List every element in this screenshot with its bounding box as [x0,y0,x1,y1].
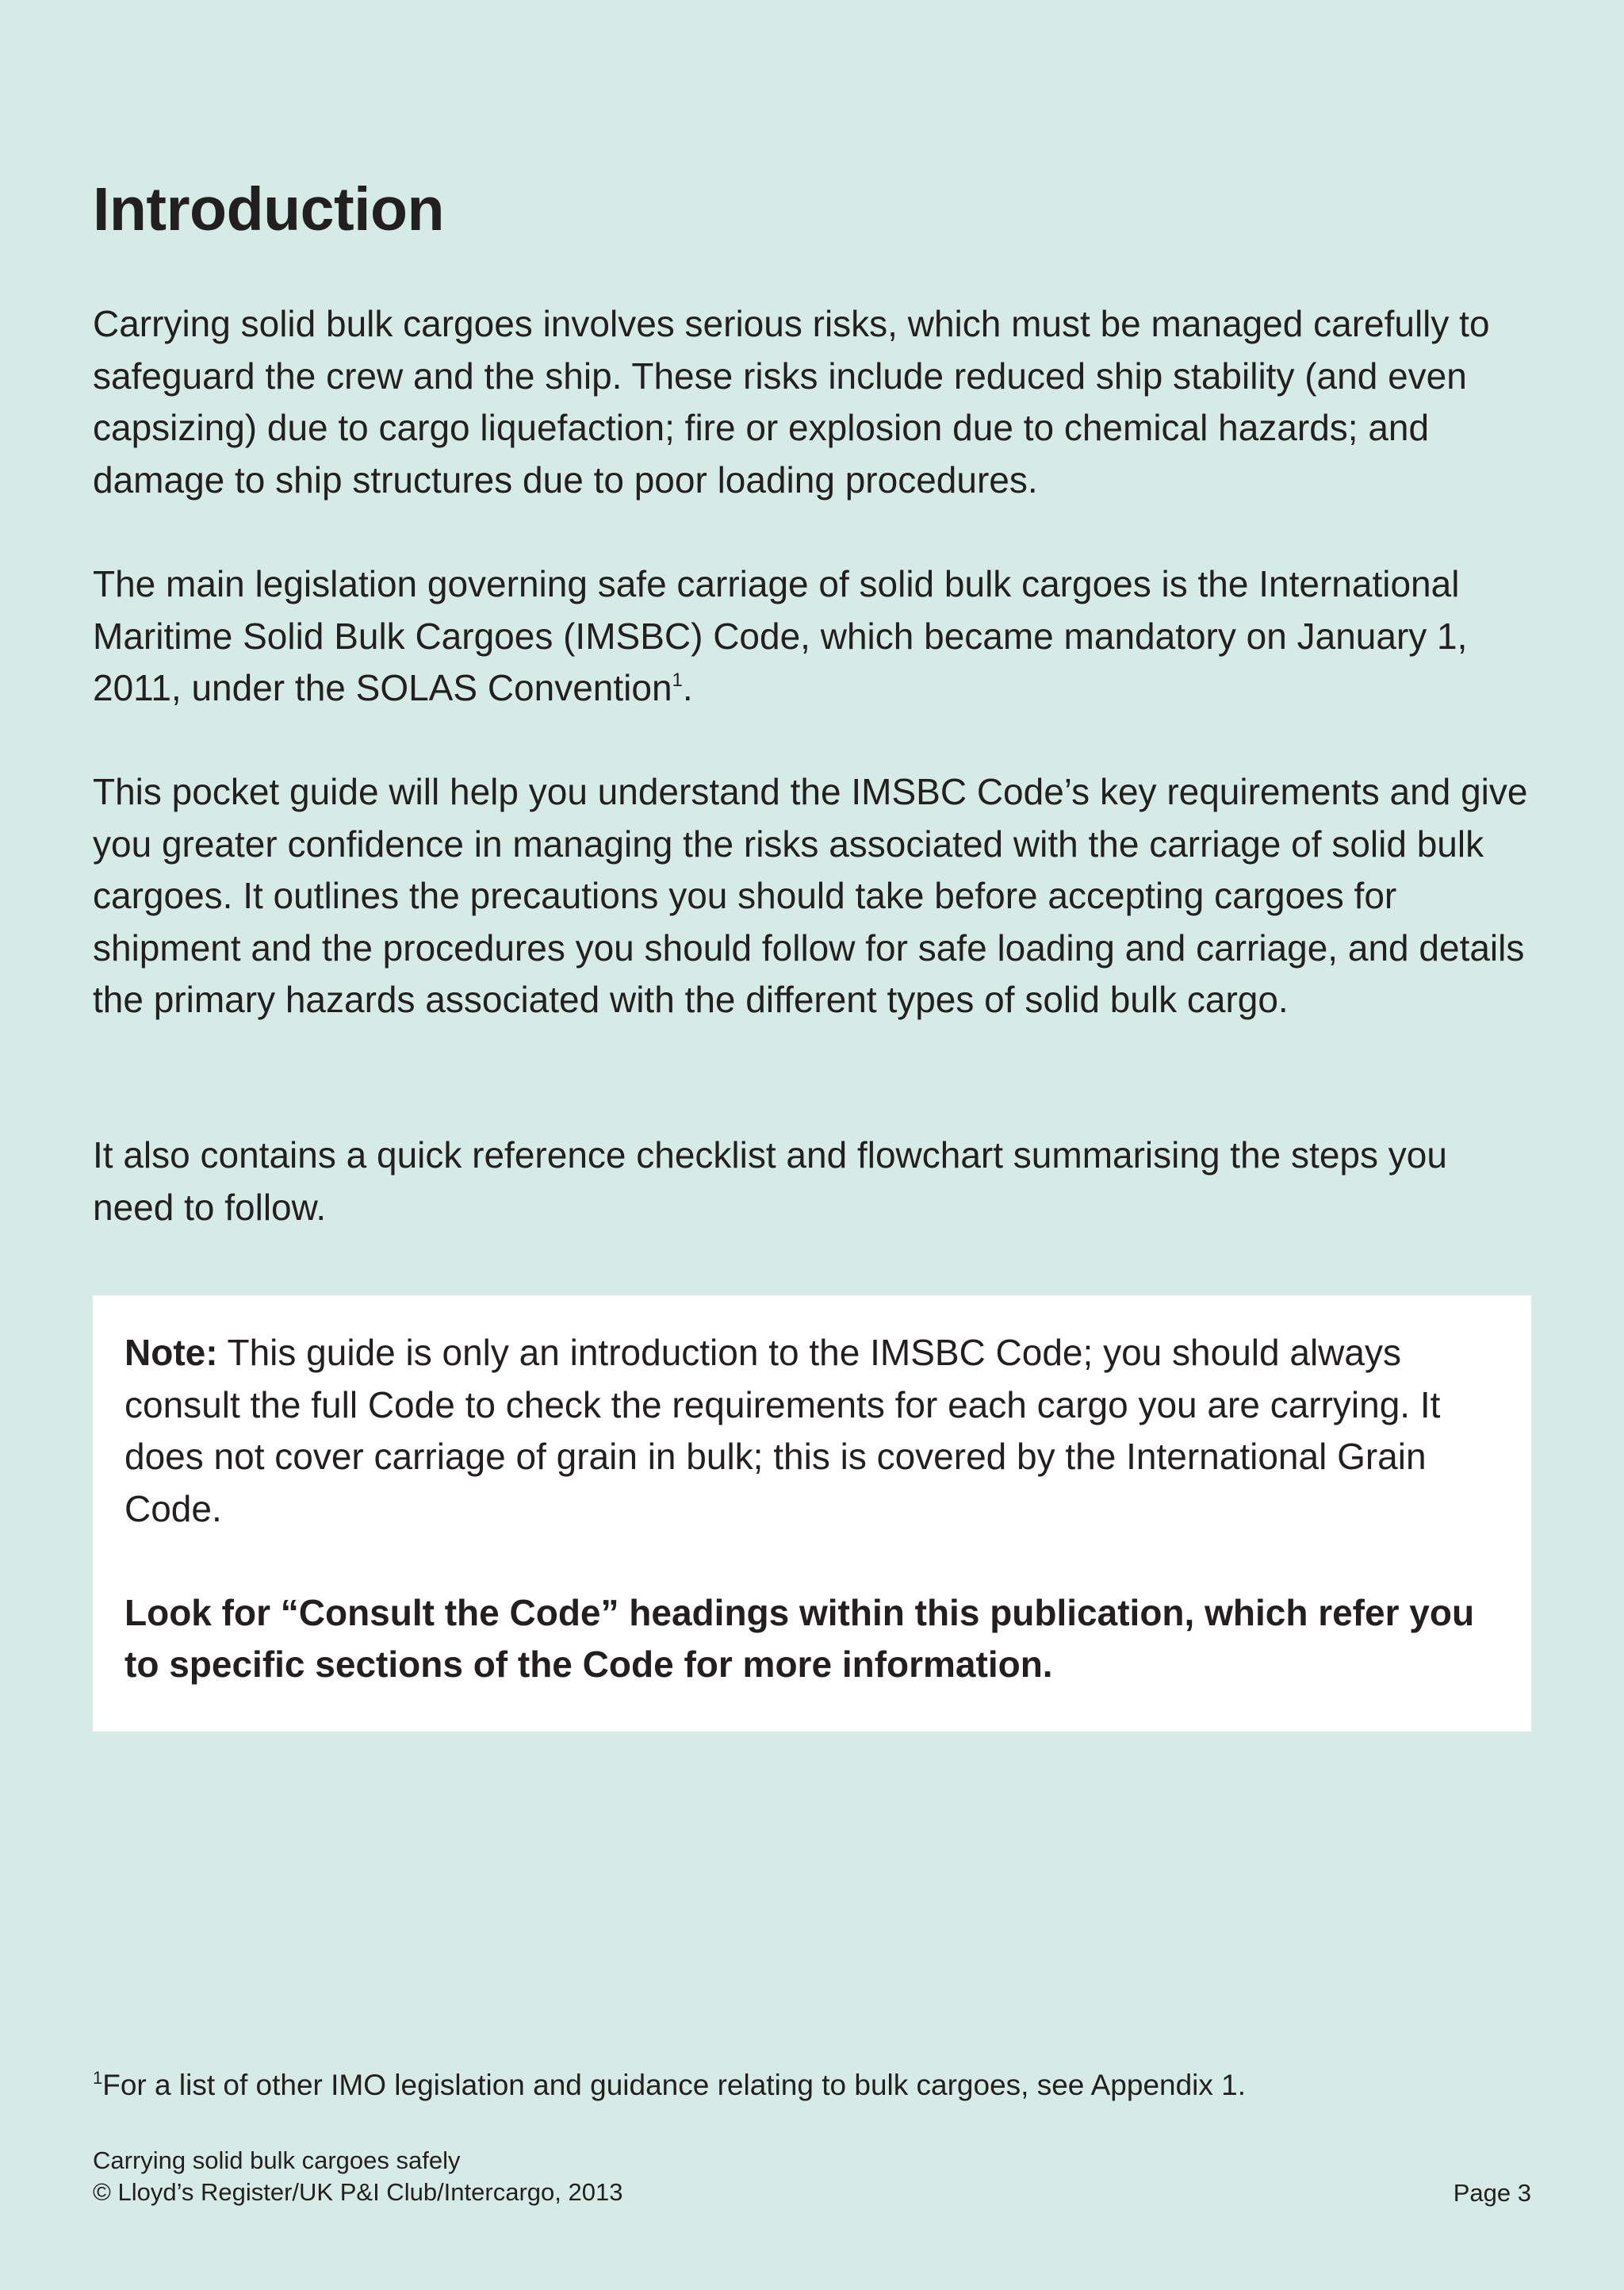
page-title: Introduction [93,175,445,244]
intro-paragraph-2 [93,558,1531,715]
intro-paragraph-1: Carrying solid bulk cargoes involves serious risks, which must be managed carefully to safeguard the crew and the ship. These risks include reduced ship stability (and even capsizing) due to cargo liquefaction; fire or explosion due to chemical hazards; and damage to ship structures due to poor loading procedures. [93,303,1490,501]
footnote [93,2066,1246,2105]
footnote-mark: 1 [93,2068,103,2088]
note-text: This guide is only an introduction to the IMSBC Code; you should always consult the full Code to check the requirements for each cargo you are carrying. It does not cover carriage of grain in bulk; this is covered by the International Grain Code. [124,1332,1441,1529]
footnote-reference: 1 [672,669,683,691]
page-number: Page 3 [1453,2179,1531,2207]
intro-paragraph-3: This pocket guide will help you understand the IMSBC Code’s key requirements and give you greater confidence in managing the risks associated with the carriage of solid bulk cargoes. It outlines the precautions you should take before accepting cargoes for shipment and the procedures you should follow for safe loading and carriage, and details the primary hazards associated with the different types of solid bulk cargo. [93,771,1528,1020]
consult-the-code-note: Look for “Consult the Code” headings within this publication, which refer you to specific sections of the Code for more information. [124,1591,1475,1685]
note-paragraph [124,1327,1500,1535]
page-footer [93,2145,1531,2208]
footer-publication-title: Carrying solid bulk cargoes safely [93,2146,461,2174]
footer-copyright: © Lloyd’s Register/UK P&I Club/Intercargo, 2013 [93,2178,623,2206]
paragraph-2-end: . [682,667,693,708]
note-box [93,1295,1531,1732]
document-page [93,0,1531,2290]
intro-paragraph-4: It also contains a quick reference checklist and flowchart summarising the steps you need to follow. [93,1134,1447,1228]
paragraph-2-text: The main legislation governing safe carriage of solid bulk cargoes is the International Maritime Solid Bulk Cargoes (IMSBC) Code, which became mandatory on January 1, 2011, under the SOLAS Convention [93,563,1468,708]
note-label: Note: [124,1332,218,1373]
footnote-text: For a list of other IMO legislation and guidance relating to bulk cargoes, see Appendix 1. [102,2069,1247,2101]
